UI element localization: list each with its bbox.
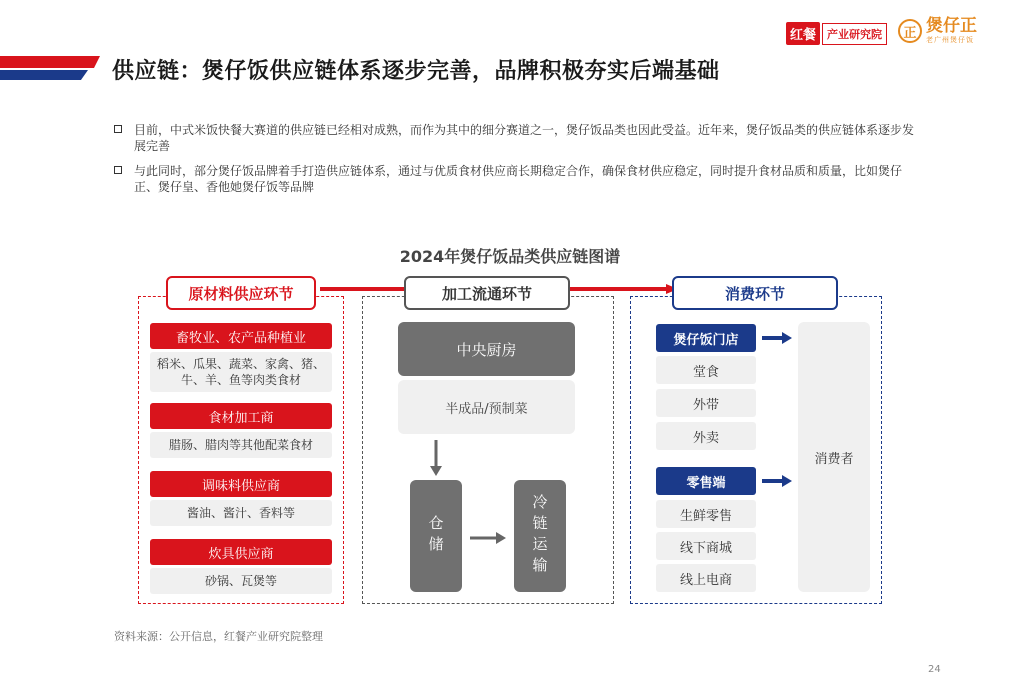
central-kitchen-box: 中央厨房 <box>398 322 575 376</box>
raw-group-label: 炊具供应商 <box>150 539 332 565</box>
hongcan-logo-left: 红餐 <box>786 22 820 45</box>
storage-box: 仓储 <box>410 480 462 592</box>
semi-products-box: 半成品/预制菜 <box>398 380 575 434</box>
retail-item: 线下商城 <box>656 532 756 560</box>
bullet-square-icon <box>114 125 122 133</box>
title-accent-bar <box>0 56 100 80</box>
raw-group-detail: 稻米、瓜果、蔬菜、家禽、猪、牛、羊、鱼等肉类食材 <box>150 352 332 392</box>
cold-chain-box: 冷链运输 <box>514 480 566 592</box>
bullet-item <box>114 122 914 154</box>
store-label: 煲仔饭门店 <box>656 324 756 352</box>
bullet-item <box>114 163 914 195</box>
right-arrow-icon <box>762 475 792 487</box>
raw-group-label: 食材加工商 <box>150 403 332 429</box>
baozaizheng-seal-icon: 正 <box>898 19 922 43</box>
processing-heading: 加工流通环节 <box>404 276 570 310</box>
retail-item: 线上电商 <box>656 564 756 592</box>
down-arrow-icon <box>430 440 442 476</box>
raw-group-detail: 砂锅、瓦煲等 <box>150 568 332 594</box>
store-item: 堂食 <box>656 356 756 384</box>
right-arrow-icon <box>762 332 792 344</box>
raw-group-label: 畜牧业、农产品种植业 <box>150 323 332 349</box>
raw-group-label: 调味料供应商 <box>150 471 332 497</box>
raw-material-heading: 原材料供应环节 <box>166 276 316 310</box>
diagram-title: 2024年煲仔饭品类供应链图谱 <box>399 247 621 266</box>
bullet-text: 目前，中式米饭快餐大赛道的供应链已经相对成熟，而作为其中的细分赛道之一，煲仔饭品类也因此受益。近年来，煲仔饭品类的供应链体系逐步发展完善 <box>134 123 915 153</box>
retail-label: 零售端 <box>656 467 756 495</box>
baozaizheng-logo <box>898 18 977 44</box>
right-arrow-icon <box>470 532 506 544</box>
baozaizheng-name: 煲仔正 <box>926 16 977 36</box>
bullet-square-icon <box>114 166 122 174</box>
bullet-text: 与此同时，部分煲仔饭品牌着手打造供应链体系，通过与优质食材供应商长期稳定合作，确保食材供应稳定，同时提升食材品质和质量，比如煲仔正、煲仔皇、香他她煲仔饭等品牌 <box>134 164 903 194</box>
consumption-heading: 消费环节 <box>672 276 838 310</box>
retail-item: 生鲜零售 <box>656 500 756 528</box>
consumer-box: 消费者 <box>798 322 870 592</box>
store-item: 外带 <box>656 389 756 417</box>
baozaizheng-sub: 老广州煲仔饭 <box>926 36 974 44</box>
hongcan-logo-right: 产业研究院 <box>822 23 887 45</box>
bullet-list <box>114 122 914 204</box>
page-title: 供应链：煲仔饭供应链体系逐步完善，品牌积极夯实后端基础 <box>112 59 720 84</box>
page-number: 24 <box>928 664 941 675</box>
source-note: 资料来源：公开信息，红餐产业研究院整理 <box>114 630 323 643</box>
hongcan-logo <box>786 22 887 45</box>
store-item: 外卖 <box>656 422 756 450</box>
raw-group-detail: 酱油、酱汁、香料等 <box>150 500 332 526</box>
raw-group-detail: 腊肠、腊肉等其他配菜食材 <box>150 432 332 458</box>
